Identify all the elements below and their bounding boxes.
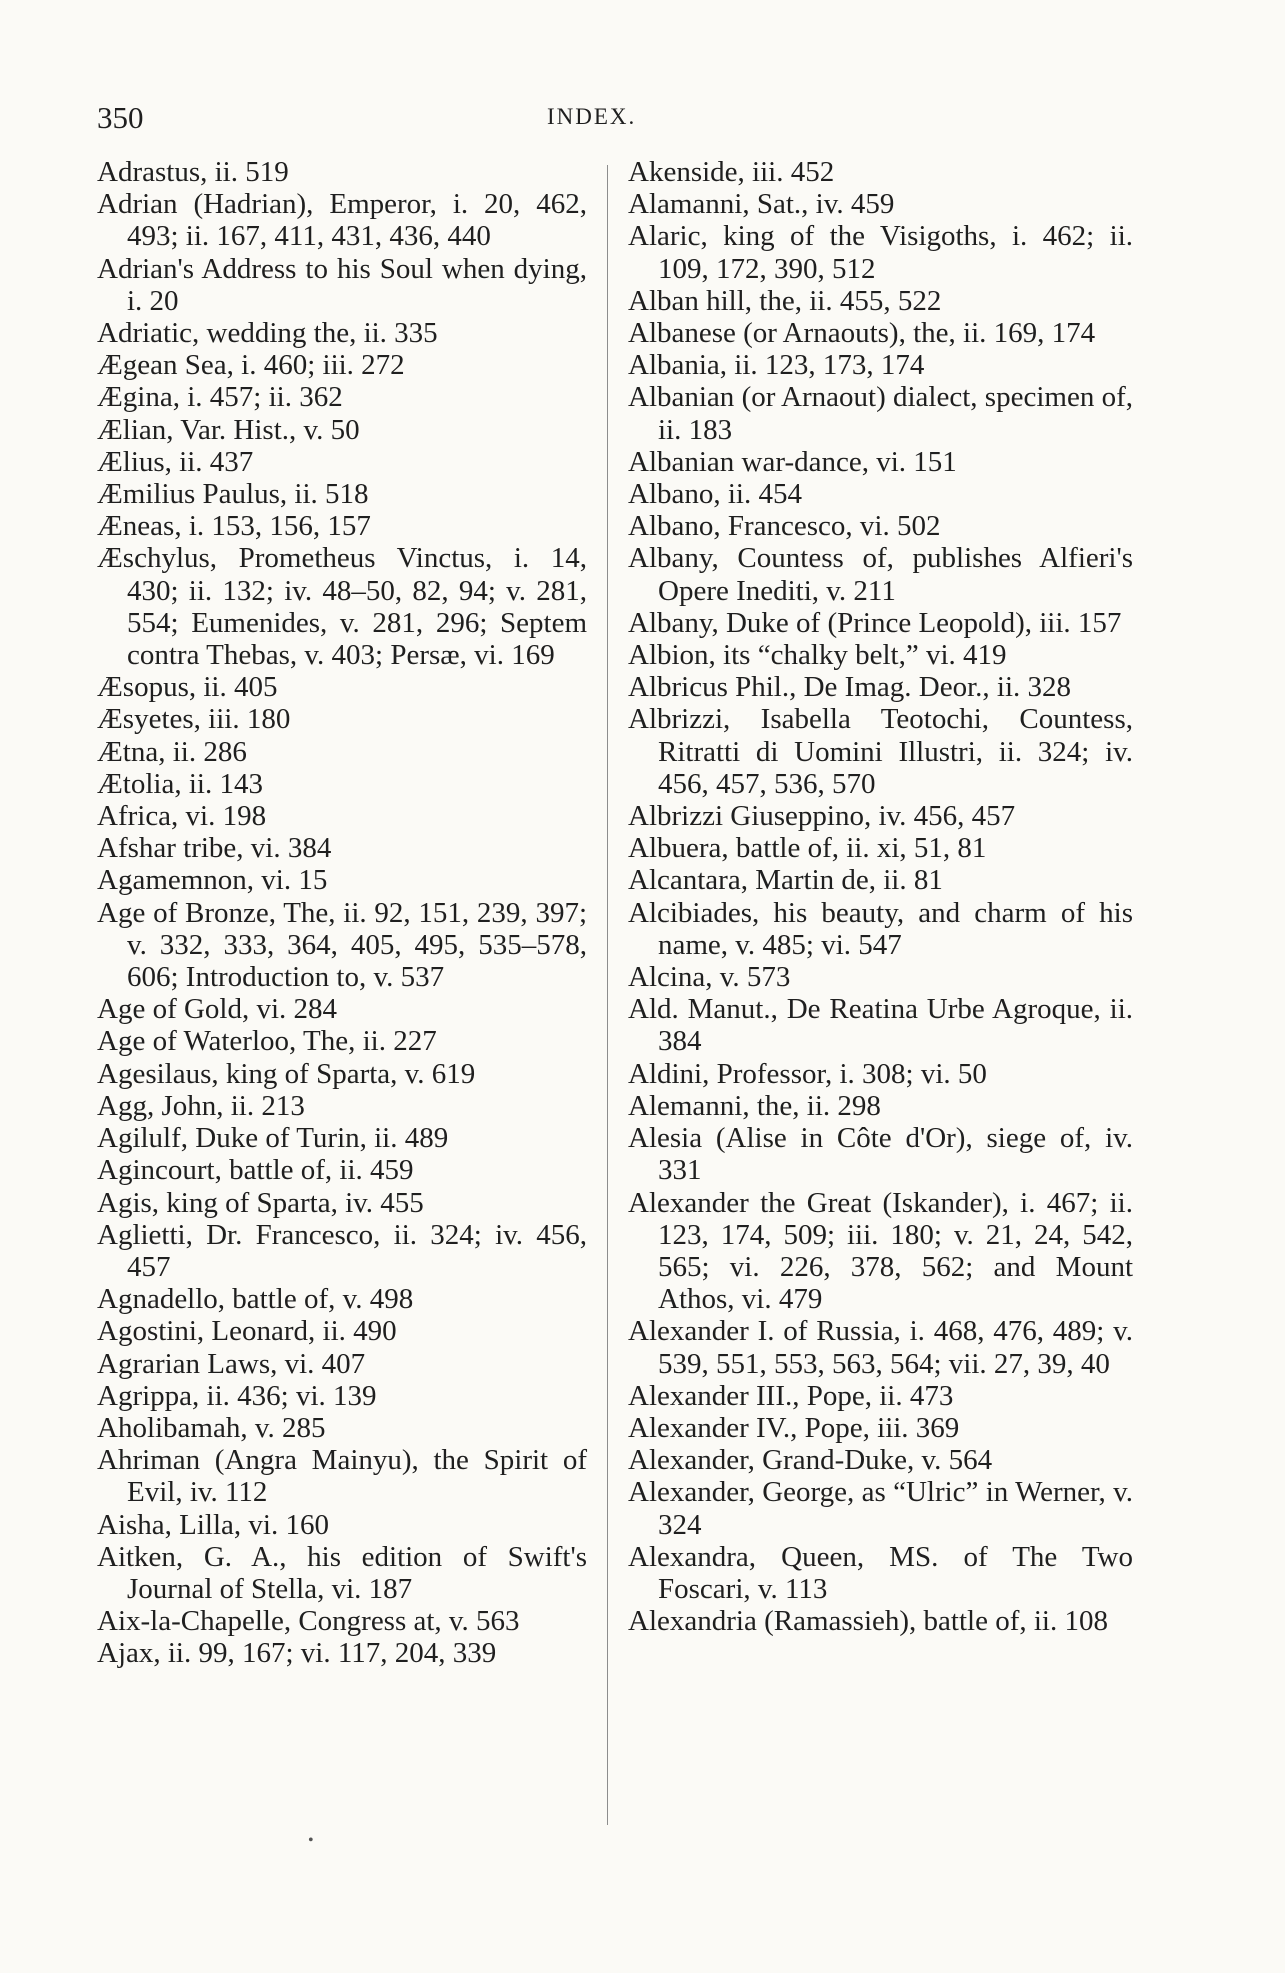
index-entry: Akenside, iii. 452 bbox=[628, 156, 835, 188]
index-entry: Alcibiades, his beauty, and charm of his name, v. 485; vi. 547 bbox=[628, 896, 1133, 961]
index-entry: Albion, its “chalky belt,” vi. 419 bbox=[628, 639, 1007, 672]
index-entry: Ælian, Var. Hist., v. 50 bbox=[97, 413, 360, 446]
index-entry: Agrarian Laws, vi. 407 bbox=[97, 1347, 366, 1380]
index-entry: Alaric, king of the Visigoths, i. 462; ii. 109, 172, 390, 512 bbox=[628, 220, 1133, 285]
index-column-right bbox=[628, 156, 1133, 1637]
page-number: 350 bbox=[97, 100, 144, 135]
index-entry: Alexander IV., Pope, iii. 369 bbox=[628, 1411, 960, 1444]
index-entry: Age of Waterloo, The, ii. 227 bbox=[97, 1025, 437, 1058]
index-entry: Æmilius Paulus, ii. 518 bbox=[97, 478, 369, 511]
printer-mark: • bbox=[308, 1832, 314, 1849]
index-entry: Adrian's Address to his Soul when dying, i. 20 bbox=[97, 252, 587, 317]
index-entry: Albricus Phil., De Imag. Deor., ii. 328 bbox=[628, 671, 1072, 704]
index-entry: Æneas, i. 153, 156, 157 bbox=[97, 510, 371, 543]
index-entry: Ælius, ii. 437 bbox=[97, 445, 254, 478]
index-entry: Aisha, Lilla, vi. 160 bbox=[97, 1508, 329, 1541]
index-entry: Agrippa, ii. 436; vi. 139 bbox=[97, 1379, 377, 1412]
index-entry: Albrizzi, Isabella Teotochi, Countess, Ritratti di Uomini Illustri, ii. 324; iv. 456, 457, 536, 570 bbox=[628, 703, 1133, 800]
index-entry: Adrian (Hadrian), Emperor, i. 20, 462, 493; ii. 167, 411, 431, 436, 440 bbox=[97, 188, 587, 253]
index-entry: Ægina, i. 457; ii. 362 bbox=[97, 381, 343, 414]
column-divider bbox=[607, 165, 608, 1825]
index-entry: Albany, Duke of (Prince Leopold), iii. 157 bbox=[628, 606, 1122, 639]
index-entry: Alban hill, the, ii. 455, 522 bbox=[628, 284, 942, 317]
index-entry: Alexandra, Queen, MS. of The Two Foscari, v. 113 bbox=[628, 1540, 1133, 1605]
index-entry: Albuera, battle of, ii. xi, 51, 81 bbox=[628, 832, 987, 865]
index-entry: Agincourt, battle of, ii. 459 bbox=[97, 1154, 414, 1187]
index-entry: Albanian (or Arnaout) dialect, specimen of, ii. 183 bbox=[628, 381, 1133, 446]
running-title: INDEX. bbox=[547, 104, 637, 129]
index-entry: Aholibamah, v. 285 bbox=[97, 1411, 326, 1444]
index-column-left bbox=[97, 156, 587, 1670]
index-entry: Æsopus, ii. 405 bbox=[97, 671, 278, 704]
index-entry: Age of Gold, vi. 284 bbox=[97, 993, 338, 1026]
index-entry: Alexander the Great (Iskander), i. 467; ii. 123, 174, 509; iii. 180; v. 21, 24, 542, 565; vi. 226, 378, 562; and Mount Athos, vi. 479 bbox=[628, 1186, 1133, 1316]
index-entry: Agis, king of Sparta, iv. 455 bbox=[97, 1186, 424, 1219]
index-entry: Agnadello, battle of, v. 498 bbox=[97, 1283, 414, 1316]
index-entry: Albrizzi Giuseppino, iv. 456, 457 bbox=[628, 800, 1016, 833]
index-entry: Alexandria (Ramassieh), battle of, ii. 108 bbox=[628, 1605, 1108, 1638]
page-header bbox=[97, 100, 1132, 140]
index-entry: Aitken, G. A., his edition of Swift's Journal of Stella, vi. 187 bbox=[97, 1540, 587, 1605]
index-entry: Ætolia, ii. 143 bbox=[97, 767, 263, 800]
index-entry: Albany, Countess of, publishes Alfieri's Opere Inediti, v. 211 bbox=[628, 542, 1133, 607]
index-entry: Agilulf, Duke of Turin, ii. 489 bbox=[97, 1122, 449, 1155]
index-entry: Alexander III., Pope, ii. 473 bbox=[628, 1379, 954, 1412]
index-entry: Adrastus, ii. 519 bbox=[97, 156, 289, 188]
index-entry: Alemanni, the, ii. 298 bbox=[628, 1089, 881, 1122]
index-entry: Alexander, George, as “Ulric” in Werner, v. 324 bbox=[628, 1476, 1133, 1541]
index-entry: Alexander I. of Russia, i. 468, 476, 489; v. 539, 551, 553, 563, 564; vii. 27, 39, 40 bbox=[628, 1315, 1133, 1380]
index-entry: Aix-la-Chapelle, Congress at, v. 563 bbox=[97, 1605, 520, 1638]
index-entry: Adriatic, wedding the, ii. 335 bbox=[97, 317, 438, 350]
index-entry: Agesilaus, king of Sparta, v. 619 bbox=[97, 1057, 476, 1090]
index-entry: Aglietti, Dr. Francesco, ii. 324; iv. 456, 457 bbox=[97, 1218, 587, 1283]
index-entry: Africa, vi. 198 bbox=[97, 800, 267, 833]
index-entry: Alamanni, Sat., iv. 459 bbox=[628, 188, 895, 221]
index-entry: Agostini, Leonard, ii. 490 bbox=[97, 1315, 397, 1348]
index-entry: Alcantara, Martin de, ii. 81 bbox=[628, 864, 943, 897]
index-entry: Age of Bronze, The, ii. 92, 151, 239, 397; v. 332, 333, 364, 405, 495, 535–578, 606; Introduction to, v. 537 bbox=[97, 896, 587, 994]
index-entry: Aldini, Professor, i. 308; vi. 50 bbox=[628, 1057, 987, 1090]
index-entry: Albano, ii. 454 bbox=[628, 478, 802, 511]
index-entry: Ahriman (Angra Mainyu), the Spirit of Evil, iv. 112 bbox=[97, 1444, 587, 1509]
index-entry: Æschylus, Prometheus Vinctus, i. 14, 430; ii. 132; iv. 48–50, 82, 94; v. 281, 554; Eumenides, v. 281, 296; Septem contra Thebas, v. 403; Persæ, vi. 169 bbox=[97, 542, 587, 672]
index-entry: Agamemnon, vi. 15 bbox=[97, 864, 328, 897]
index-entry: Ægean Sea, i. 460; iii. 272 bbox=[97, 349, 405, 382]
index-entry: Alcina, v. 573 bbox=[628, 961, 791, 994]
index-entry: Alesia (Alise in Côte d'Or), siege of, iv. 331 bbox=[628, 1122, 1133, 1187]
index-entry: Albania, ii. 123, 173, 174 bbox=[628, 349, 925, 382]
index-entry: Ald. Manut., De Reatina Urbe Agroque, ii. 384 bbox=[628, 993, 1133, 1058]
index-entry: Albanese (or Arnaouts), the, ii. 169, 174 bbox=[628, 317, 1096, 350]
index-entry: Alexander, Grand-Duke, v. 564 bbox=[628, 1444, 993, 1477]
index-entry: Afshar tribe, vi. 384 bbox=[97, 832, 332, 865]
index-entry: Ajax, ii. 99, 167; vi. 117, 204, 339 bbox=[97, 1637, 497, 1670]
index-entry: Agg, John, ii. 213 bbox=[97, 1089, 305, 1122]
index-entry: Ætna, ii. 286 bbox=[97, 735, 247, 768]
index-entry: Albanian war-dance, vi. 151 bbox=[628, 445, 957, 478]
index-entry: Æsyetes, iii. 180 bbox=[97, 703, 291, 736]
index-entry: Albano, Francesco, vi. 502 bbox=[628, 510, 941, 543]
